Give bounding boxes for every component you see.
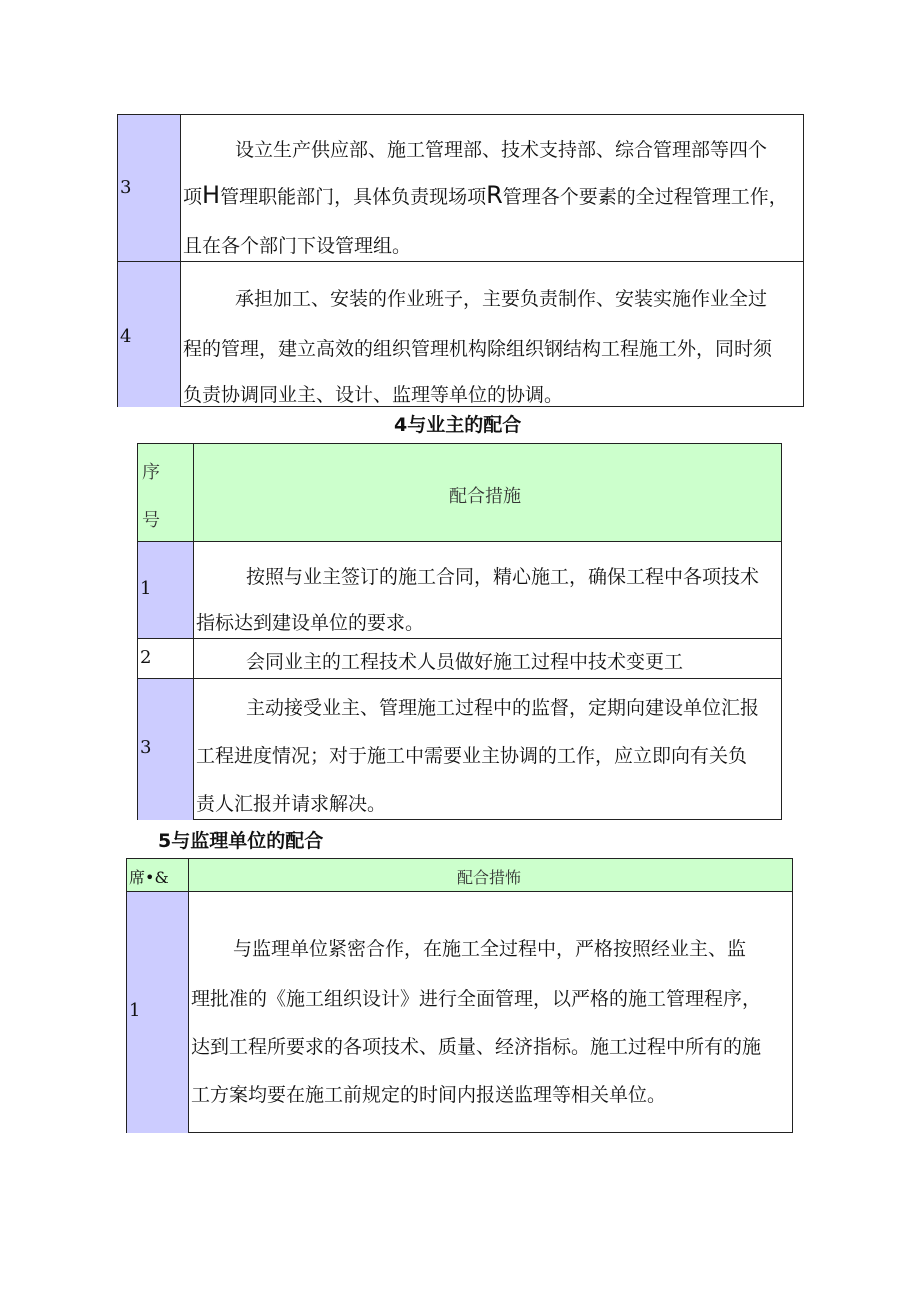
row-number-cell — [138, 639, 194, 678]
text-line: 工程进度情况；对于施工中需要业主协调的工作，应立即向有关负 — [196, 745, 748, 767]
row-content-cell — [189, 892, 792, 1133]
table-row — [118, 261, 803, 407]
text-line: 理批准的《施工组织设计》进行全面管理，以严格的施工管理程序， — [191, 988, 762, 1010]
header-measures: 配合措怖 — [457, 868, 522, 887]
section-5-heading: 5与监理单位的配合 — [158, 830, 324, 852]
row-number: 3 — [120, 177, 132, 198]
text-line: 承担加工、安装的作业班子，主要负责制作、安装实施作业全过 — [235, 288, 768, 310]
header-measures-cell — [194, 444, 781, 541]
table-supervision-coordination — [126, 858, 793, 1133]
row-number-cell — [138, 679, 194, 820]
text-line: 主动接受业主、管理施工过程中的监督，定期向建设单位汇报 — [246, 697, 760, 719]
table-header-row — [127, 859, 792, 891]
text-line: 责人汇报并请求解决。 — [196, 793, 387, 815]
text-line: 项H管理职能部门，具体负责现场项R管理各个要素的全过程管理工作， — [183, 181, 788, 209]
row-number: 1 — [140, 578, 152, 599]
table-row — [118, 115, 803, 261]
text-line: 程的管理，建立高效的组织管理机构除组织钢结构工程施工外，同时须 — [183, 338, 773, 360]
row-number-cell — [118, 115, 181, 261]
header-number-line1: 序 — [142, 462, 160, 483]
row-content-cell — [181, 262, 803, 407]
row-number-cell — [127, 892, 189, 1133]
table-owner-coordination — [137, 443, 782, 820]
table-row — [138, 541, 781, 638]
text-line: 达到工程所要求的各项技术、质量、经济指标。施工过程中所有的施 — [191, 1036, 762, 1058]
row-content-cell — [194, 679, 781, 820]
header-measures: 配合措施 — [449, 486, 521, 507]
table-row — [138, 638, 781, 678]
text-line: 工方案均要在施工前规定的时间内报送监理等相关单位。 — [191, 1084, 667, 1106]
text-line: 设立生产供应部、施工管理部、技术支持部、综合管理部等四个 — [235, 139, 768, 161]
text-line: 负责协调同业主、设计、监理等单位的协调。 — [183, 384, 564, 406]
row-number-cell — [138, 542, 194, 638]
section-4-heading: 4与业主的配合 — [394, 414, 522, 436]
row-content-cell — [194, 639, 781, 678]
text-line: 按照与业主签订的施工合同，精心施工，确保工程中各项技术 — [246, 566, 760, 588]
text-line: 会同业主的工程技术人员做好施工过程中技术变更工 — [246, 651, 684, 673]
header-number: 席•& — [129, 868, 169, 887]
text-line: 指标达到建设单位的要求。 — [196, 612, 425, 634]
header-number-line2: 号 — [142, 510, 160, 531]
text-line: 且在各个部门下设管理组。 — [183, 235, 412, 257]
row-number: 1 — [129, 1000, 141, 1021]
row-number: 4 — [120, 326, 132, 347]
row-number-cell — [118, 262, 181, 407]
table-header-row — [138, 444, 781, 541]
row-number: 2 — [140, 647, 152, 668]
header-measures-cell — [189, 859, 792, 891]
row-content-cell — [181, 115, 803, 261]
row-content-cell — [194, 542, 781, 638]
text-line: 与监理单位紧密合作，在施工全过程中，严格按照经业主、监 — [233, 938, 747, 960]
header-number-cell — [127, 859, 189, 891]
table-row — [138, 678, 781, 820]
table-row — [127, 891, 792, 1133]
row-number: 3 — [140, 737, 152, 758]
header-number-cell — [138, 444, 194, 541]
table-management-departments — [117, 114, 804, 407]
